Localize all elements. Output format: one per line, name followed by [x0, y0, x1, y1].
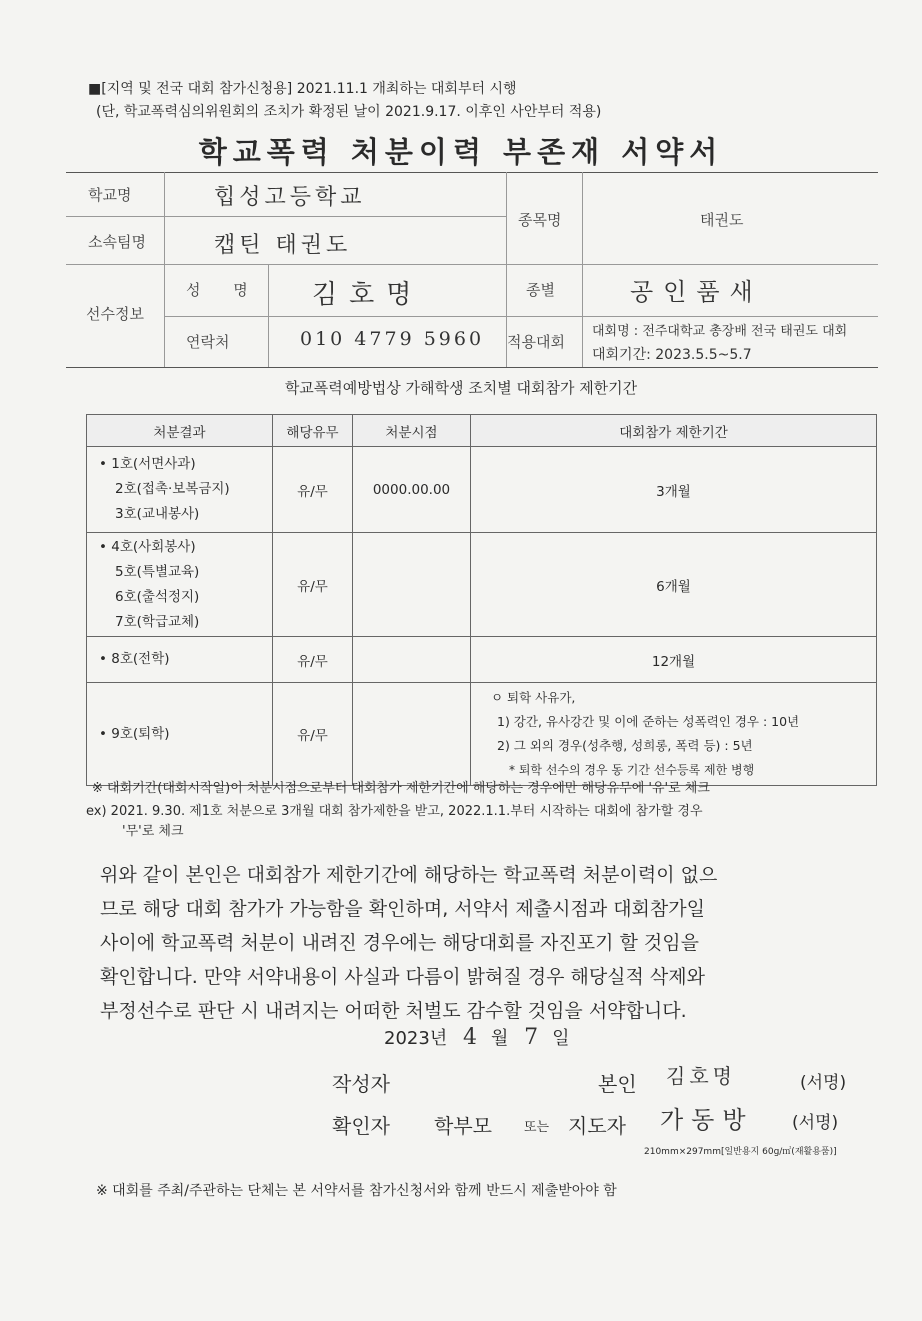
- measure-item: 2호(접촉·보복금지): [115, 481, 230, 497]
- date-day: 7: [524, 1025, 543, 1050]
- measure-item: • 9호(퇴학): [99, 725, 170, 742]
- date-cell: [353, 533, 471, 637]
- info-bottom-rule: [66, 367, 878, 368]
- document-title: 학교폭력 처분이력 부존재 서약서: [198, 135, 724, 169]
- school-label: 학교명: [88, 186, 132, 204]
- applicable-cell[interactable]: 유/무: [273, 637, 353, 683]
- footer-note: ※ 대회를 주최/주관하는 단체는 본 서약서를 참가신청서와 함께 반드시 제출받아야 함: [96, 1183, 617, 1199]
- note-1: ※ 대회기간(대회시작일)이 처분시점으로부터 대회참가 제한기간에 해당하는 경우에만 해당유무에 '유'로 체크: [92, 781, 710, 796]
- expulsion-reason: 1) 강간, 유사강간 및 이에 준하는 성폭력인 경우 : 10년: [497, 714, 800, 729]
- pledge-line: 확인합니다. 만약 서약내용이 사실과 다름이 밝혀질 경우 해당실적 삭제와: [100, 966, 705, 988]
- confirmer-label: 확인자: [332, 1114, 390, 1138]
- self-signature: (서명): [800, 1073, 847, 1093]
- date-day-suffix: 일: [552, 1028, 570, 1049]
- competition-label: 적용대회: [507, 333, 565, 351]
- pledge-text: [100, 858, 870, 1028]
- expulsion-reason: ㅇ 퇴학 사유가,: [491, 690, 576, 705]
- contact-value: 010 4779 5960: [300, 328, 485, 350]
- measure-item: • 4호(사회봉사): [99, 538, 196, 555]
- date-year: 2023: [384, 1028, 430, 1049]
- result-cell: [87, 447, 273, 533]
- pledge-line: 위와 같이 본인은 대회참가 제한기간에 해당하는 학교폭력 처분이력이 없으: [100, 864, 718, 886]
- header-limit: 대회참가 제한기간: [471, 415, 877, 447]
- self-name: 김호명: [666, 1064, 736, 1088]
- date-year-suffix: 년: [429, 1028, 448, 1049]
- measure-item: 6호(출석정지): [115, 588, 200, 605]
- applicable-cell[interactable]: 유/무: [273, 447, 353, 533]
- coach-name: 가동방: [660, 1106, 754, 1134]
- notice-line-1: ■[지역 및 전국 대회 참가신청용] 2021.11.1 개최하는 대회부터 시행: [88, 81, 517, 97]
- player-info-label: 선수정보: [86, 305, 144, 323]
- writer-label: 작성자: [332, 1072, 390, 1096]
- info-col-divider: [164, 172, 165, 367]
- event-value: 태권도: [700, 211, 744, 229]
- coach-label: 지도자: [568, 1114, 626, 1138]
- category-label: 종별: [526, 281, 555, 299]
- measure-item: 7호(학급교체): [115, 613, 200, 630]
- result-cell: [87, 533, 273, 637]
- limit-cell: 12개월: [471, 637, 877, 683]
- measure-item: • 8호(전학): [99, 651, 170, 667]
- table-row: [87, 683, 877, 786]
- table-row: [87, 637, 877, 683]
- expulsion-reason: * 퇴학 선수의 경우 동 기간 선수등록 제한 병행: [509, 763, 755, 777]
- result-cell: [87, 683, 273, 786]
- pledge-line: 부정선수로 판단 시 내려지는 어떠한 처벌도 감수할 것임을 서약합니다.: [100, 1000, 687, 1022]
- competition-name: 대회명 : 전주대학교 총장배 전국 태권도 대회: [592, 324, 848, 339]
- school-value: 힙성고등학교: [214, 185, 366, 210]
- contact-label: 연락처: [186, 333, 230, 351]
- paper-spec: 210mm×297mm[일반용지 60g/㎡(재활용품)]: [644, 1147, 837, 1157]
- limit-cell: [471, 683, 877, 786]
- category-value: 공인품새: [630, 278, 763, 306]
- table-header-row: [87, 415, 877, 447]
- info-col-divider: [582, 172, 583, 367]
- measure-item: 3호(교내봉사): [115, 506, 200, 522]
- pledge-line: 므로 해당 대회 참가가 가능함을 확인하며, 서약서 제출시점과 대회참가일: [100, 898, 705, 920]
- table-row: [87, 447, 877, 533]
- note-2: ex) 2021. 9.30. 제1호 처분으로 3개월 대회 참가제한을 받고, 2022.1.1.부터 시작하는 대회에 참가할 경우: [86, 804, 703, 819]
- team-label: 소속팀명: [88, 233, 146, 251]
- applicable-cell[interactable]: 유/무: [273, 533, 353, 637]
- info-divider: [66, 216, 506, 217]
- notice-line-2: (단, 학교폭력심의위원회의 조치가 확정된 날이 2021.9.17. 이후인 사안부터 적용): [96, 104, 602, 120]
- limit-cell: 6개월: [471, 533, 877, 637]
- name-label: 성 명: [186, 281, 262, 299]
- or-label: 또는: [524, 1120, 550, 1135]
- measure-item: 5호(특별교육): [115, 563, 200, 580]
- disciplinary-table: [86, 414, 877, 786]
- coach-signature: (서명): [792, 1113, 839, 1133]
- team-value: 캡틴 태권도: [214, 233, 352, 258]
- event-label: 종목명: [518, 211, 562, 229]
- self-label: 본인: [598, 1072, 637, 1096]
- expulsion-reason: 2) 그 외의 경우(성추행, 성희롱, 폭력 등) : 5년: [497, 738, 753, 753]
- measure-item: • 1호(서면사과): [99, 456, 196, 472]
- note-2-cont: '무'로 체크: [122, 824, 184, 839]
- info-top-rule: [66, 172, 878, 173]
- restriction-title: 학교폭력예방법상 가해학생 조치별 대회참가 제한기간: [284, 379, 638, 397]
- header-result: 처분결과: [87, 415, 273, 447]
- pledge-line: 사이에 학교폭력 처분이 내려진 경우에는 해당대회를 자진포기 할 것임을: [100, 932, 699, 954]
- info-divider: [164, 316, 878, 317]
- result-cell: [87, 637, 273, 683]
- date-month: 4: [462, 1025, 481, 1050]
- info-col-divider: [268, 264, 269, 367]
- sign-date: [384, 1024, 569, 1050]
- applicable-cell[interactable]: 유/무: [273, 683, 353, 786]
- date-cell: [353, 683, 471, 786]
- date-cell: 0000.00.00: [353, 447, 471, 533]
- info-divider: [66, 264, 878, 265]
- name-value: 김호명: [312, 280, 424, 310]
- date-month-suffix: 월: [490, 1028, 509, 1049]
- date-cell: [353, 637, 471, 683]
- header-applicable: 해당유무: [273, 415, 353, 447]
- limit-cell: 3개월: [471, 447, 877, 533]
- competition-period: 대회기간: 2023.5.5~5.7: [592, 347, 752, 363]
- parent-label: 학부모: [434, 1114, 492, 1138]
- table-row: [87, 533, 877, 637]
- header-date: 처분시점: [353, 415, 471, 447]
